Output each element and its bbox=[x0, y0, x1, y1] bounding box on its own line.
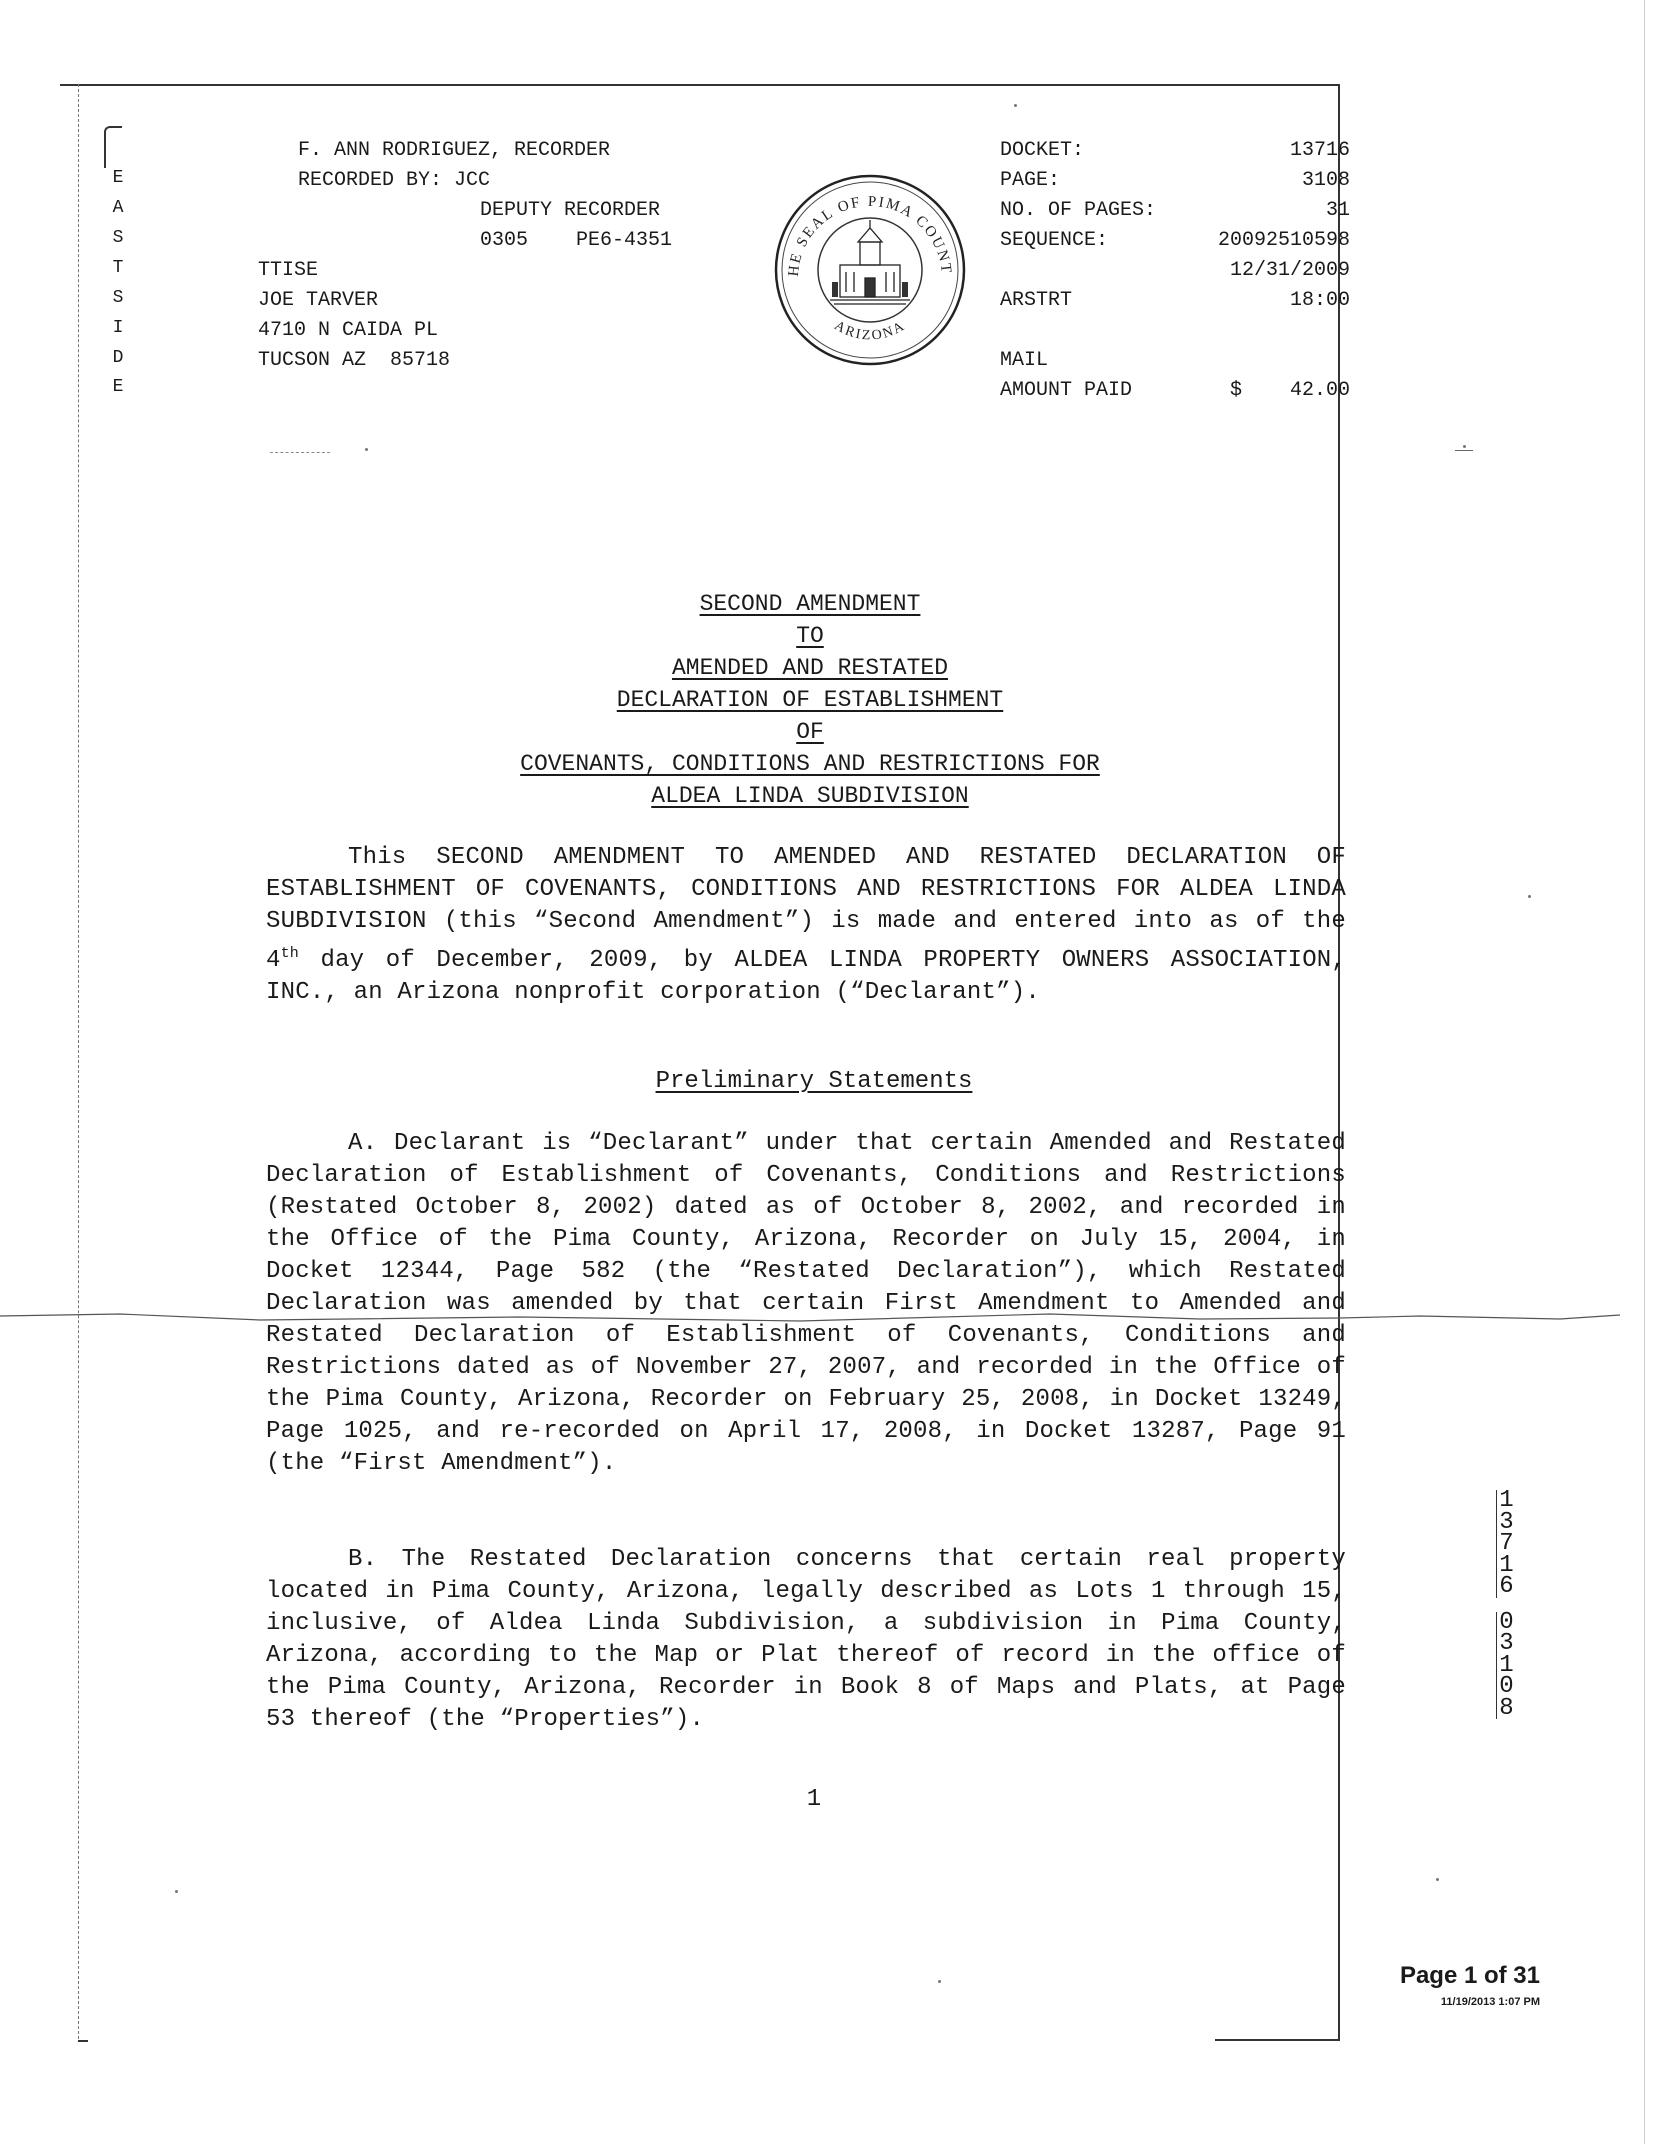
paragraph-a-text: A. Declarant is “Declarant” under that certain Amended and Restated Declaration of Establishment of Covenants, Conditions and Restrictions (Restated October 8, 2002) dated as of October 8, 2002, and recorded in the Office of the Pima County, Arizona, Recorder on July 15, 2004, in Docket 12344, Page 582 (the “Restated Declaration”), which Restated Declaration was amended by that certain First Amendment to Amended and Restated Declaration of Establishment of Covenants, Conditions and Restrictions dated as of November 27, 2007, and recorded in the Office of the Pima County, Arizona, Recorder on February 25, 2008, in Docket 13249, Page 1025, and re-recorded on April 17, 2008, in Docket 13287, Page 91 (the “First Amendment”). bbox=[266, 1130, 1346, 1477]
recorder-name: F. ANN RODRIGUEZ, RECORDER bbox=[298, 139, 611, 162]
corner-bracket-bottom bbox=[78, 2030, 88, 2042]
title-line: AMENDED AND RESTATED bbox=[671, 655, 949, 681]
margin-docket-stamp bbox=[1490, 1487, 1520, 1722]
corner-bracket bbox=[104, 126, 122, 168]
page-number: 1 bbox=[806, 1786, 822, 1813]
docket-value: 13716 bbox=[1289, 139, 1350, 162]
seal-top-text: HE SEAL OF PIMA COUNT bbox=[785, 193, 955, 278]
header-dash bbox=[1455, 450, 1473, 451]
title-line: OF bbox=[796, 719, 824, 745]
frame-top-border bbox=[60, 84, 1338, 86]
side-letter: E bbox=[112, 377, 124, 397]
title-line: TO bbox=[796, 623, 824, 649]
scan-speck bbox=[1014, 104, 1017, 107]
margin-docket-number: 13716 bbox=[1496, 1490, 1515, 1598]
title-line: SECOND AMENDMENT bbox=[699, 591, 921, 617]
addressee-line: TUCSON AZ 85718 bbox=[258, 349, 451, 372]
scan-fold-line bbox=[0, 1308, 1620, 1320]
intro-paragraph bbox=[266, 842, 1346, 1009]
frame-bottom-border bbox=[1215, 2039, 1340, 2041]
paragraph-a bbox=[266, 1128, 1346, 1480]
num-pages-value: 31 bbox=[1325, 199, 1350, 222]
scan-speck bbox=[365, 448, 368, 451]
sequence-value: 20092510598 bbox=[1217, 229, 1350, 252]
side-letter: D bbox=[112, 348, 124, 368]
num-pages-label: NO. OF PAGES: bbox=[1000, 199, 1157, 222]
title-line: DECLARATION OF ESTABLISHMENT bbox=[616, 687, 1004, 713]
addressee-line: JOE TARVER bbox=[258, 289, 379, 312]
docket-label: DOCKET: bbox=[1000, 139, 1085, 162]
recording-date: 12/31/2009 bbox=[1229, 259, 1350, 282]
intro-text-continued: day of December, 2009, by ALDEA LINDA PROPERTY OWNERS ASSOCIATION, INC., an Arizona nonprofit corporation (“Declarant”). bbox=[266, 947, 1346, 1006]
recorded-by: RECORDED BY: JCC bbox=[298, 169, 491, 192]
seal-bottom-text: ARIZONA bbox=[831, 318, 909, 344]
preliminary-statements-heading: Preliminary Statements bbox=[655, 1068, 973, 1095]
page-edge bbox=[1644, 0, 1645, 2144]
print-timestamp: 11/19/2013 1:07 PM bbox=[1440, 1996, 1540, 2008]
addressee-line: 4710 N CAIDA PL bbox=[258, 319, 439, 342]
side-letter: S bbox=[112, 228, 124, 248]
mail-label: MAIL bbox=[1000, 349, 1049, 372]
deputy-recorder: DEPUTY RECORDER bbox=[480, 199, 661, 222]
amount-paid-value: $ 42.00 bbox=[1229, 379, 1350, 402]
side-letter: A bbox=[112, 198, 124, 218]
side-letter: T bbox=[112, 258, 124, 278]
intro-text: This SECOND AMENDMENT TO AMENDED AND RESTATED DECLARATION OF ESTABLISHMENT OF COVENANTS, CONDITIONS AND RESTRICTIONS FOR ALDEA LINDA SUBDIVISION (this “Second Amendment”) is made and entered into as of the 4 bbox=[266, 844, 1346, 974]
header-dash bbox=[270, 452, 330, 453]
scan-speck bbox=[1528, 895, 1531, 898]
scan-speck bbox=[175, 1890, 178, 1893]
paragraph-b-text: B. The Restated Declaration concerns that certain real property located in Pima County, Arizona, legally described as Lots 1 through 15, inclusive, of Aldea Linda Subdivision, a subdivision in Pima County, Arizona, according to the Map or Plat thereof of record in the office of the Pima County, Arizona, Recorder in Book 8 of Maps and Plats, at Page 53 thereof (the “Properties”). bbox=[266, 1546, 1346, 1733]
title-line: ALDEA LINDA SUBDIVISION bbox=[651, 783, 969, 809]
addressee-line: TTISE bbox=[258, 259, 319, 282]
paragraph-b bbox=[266, 1544, 1346, 1736]
side-letter: S bbox=[112, 288, 124, 308]
page-of-label: Page 1 of 31 bbox=[1399, 1962, 1540, 1989]
page-value: 3108 bbox=[1301, 169, 1350, 192]
scan-speck bbox=[938, 1980, 941, 1983]
sequence-label: SEQUENCE: bbox=[1000, 229, 1109, 252]
scan-speck bbox=[1436, 1878, 1439, 1881]
scan-speck bbox=[1463, 445, 1466, 448]
margin-page-number: 03108 bbox=[1496, 1612, 1515, 1720]
frame-left-border bbox=[78, 84, 79, 2039]
page-label: PAGE: bbox=[1000, 169, 1061, 192]
amount-paid-label: AMOUNT PAID bbox=[1000, 379, 1133, 402]
arstrt-label: ARSTRT bbox=[1000, 289, 1073, 312]
title-line: COVENANTS, CONDITIONS AND RESTRICTIONS FOR bbox=[520, 751, 1100, 777]
recorder-code: 0305 PE6-4351 bbox=[480, 229, 673, 252]
svg-text:THE SEAL OF PIMA COUNTY bbox=[770, 170, 954, 277]
side-letter: I bbox=[112, 318, 124, 338]
side-letter: E bbox=[112, 168, 124, 188]
pima-county-seal bbox=[770, 170, 970, 370]
arstrt-value: 18:00 bbox=[1289, 289, 1350, 312]
intro-superscript: th bbox=[280, 945, 300, 962]
